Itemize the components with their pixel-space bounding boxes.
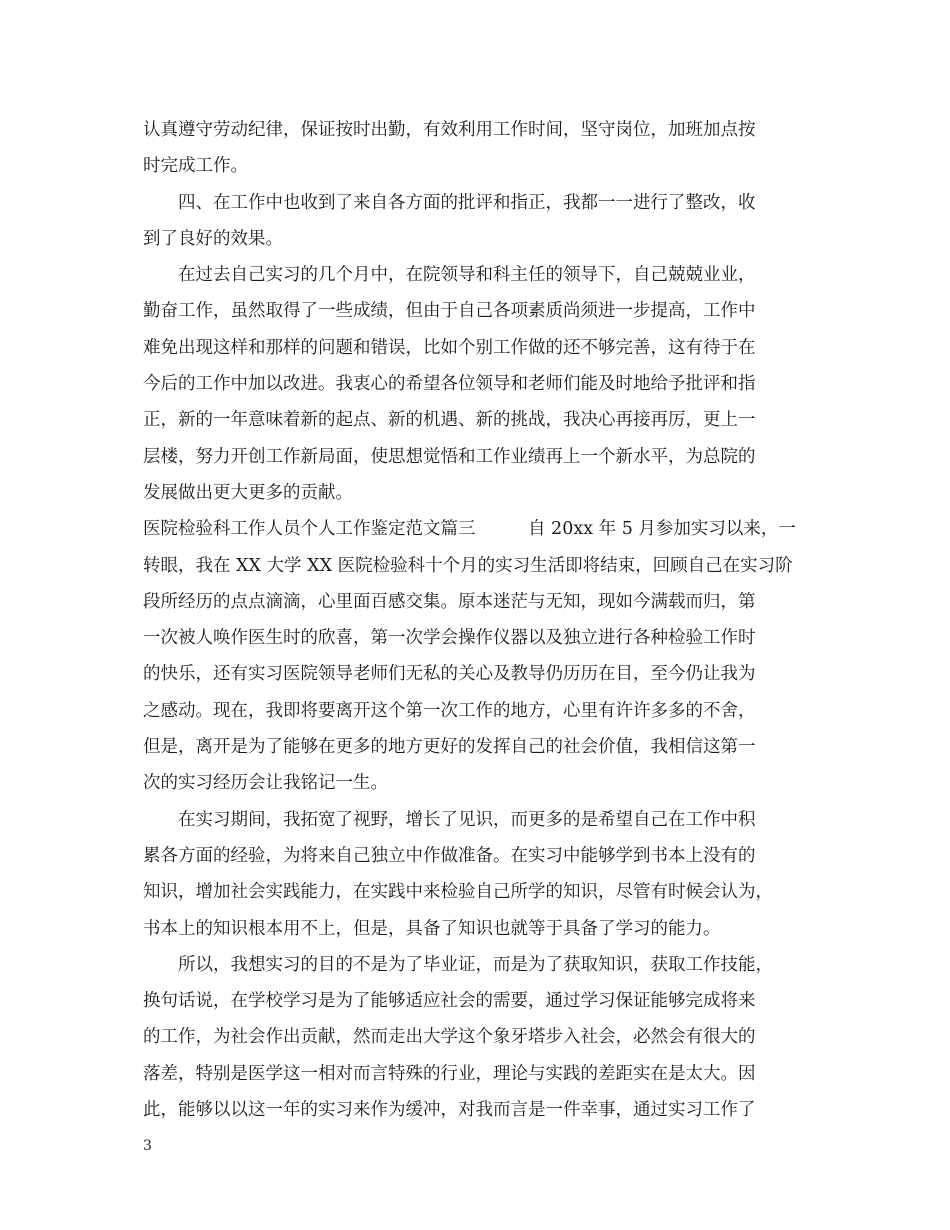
text-line: 在过去自己实习的几个月中，在院领导和科主任的领导下，自己兢兢业业，: [143, 265, 756, 286]
text-line: 层楼，努力开创工作新局面，使思想觉悟和工作业绩再上一个新水平，为总院的: [143, 446, 756, 467]
text-line: 在实习期间，我拓宽了视野，增长了见识，而更多的是希望自己在工作中积: [143, 809, 756, 830]
text-line: 发展做出更大更多的贡献。: [143, 482, 353, 503]
text-line: 四、在工作中也收到了来自各方面的批评和指正，我都一一进行了整改，收: [143, 192, 756, 213]
text-line: 但是，离开是为了能够在更多的地方更好的发挥自己的社会价值，我相信这第一: [143, 737, 756, 758]
text-line: 难免出现这样和那样的问题和错误，比如个别工作做的还不够完善，这有待于在: [143, 337, 756, 358]
text-line: 勤奋工作，虽然取得了一些成绩，但由于自己各项素质尚须进一步提高，工作中: [143, 301, 756, 322]
text-line: 的工作，为社会作出贡献，然而走出大学这个象牙塔步入社会，必然会有很大的: [143, 1027, 756, 1048]
text-line: 认真遵守劳动纪律，保证按时出勤，有效利用工作时间，坚守岗位，加班加点按: [143, 120, 756, 140]
text-line: 知识，增加社会实践能力，在实践中来检验自己所学的知识，尽管有时候会认为，: [143, 882, 773, 903]
text-line: 一次被人唤作医生时的欣喜，第一次学会操作仪器以及独立进行各种检验工作时: [143, 628, 756, 649]
text-line: 时完成工作。: [143, 156, 248, 177]
text-line: 所以，我想实习的目的不是为了毕业证，而是为了获取知识，获取工作技能，: [143, 954, 773, 975]
text-line: 换句话说，在学校学习是为了能够适应社会的需要，通过学习保证能够完成将来: [143, 991, 756, 1012]
text-line: 转眼，我在 XX 大学 XX 医院检验科十个月的实习生活即将结束，回顾自己在实习阶: [143, 555, 793, 576]
text-line: 次的实习经历会让我铭记一生。: [143, 773, 388, 794]
text-line: 段所经历的点点滴滴，心里面百感交集。原本迷茫与无知，现如今满载而归，第: [143, 591, 756, 612]
text-line: 累各方面的经验，为将来自己独立中作做准备。在实习中能够学到书本上没有的: [143, 845, 756, 866]
page-number: 3: [143, 1138, 152, 1154]
text-line: 今后的工作中加以改进。我衷心的希望各位领导和老师们能及时地给予批评和指: [143, 374, 756, 395]
body-text: [143, 112, 813, 1128]
text-line: 之感动。现在，我即将要离开这个第一次工作的地方，心里有许许多多的不舍，: [143, 700, 756, 721]
text-line: 此，能够以以这一年的实习来作为缓冲，对我而言是一件幸事，通过实习工作了: [143, 1100, 756, 1121]
text-line: 到了良好的效果。: [143, 228, 283, 249]
text-line: 书本上的知识根本用不上，但是，具备了知识也就等于具备了学习的能力。: [143, 918, 721, 939]
text-line: 正，新的一年意味着新的起点、新的机遇、新的挑战，我决心再接再厉，更上一: [143, 410, 756, 431]
text-line: 的快乐，还有实习医院领导老师们无私的关心及教导仍历历在目，至今仍让我为: [143, 664, 756, 685]
section-heading-line: 医院检验科工作人员个人工作鉴定范文篇三 自 20xx 年 5 月参加实习以来，一: [143, 519, 796, 540]
text-line: 落差，特别是医学这一相对而言特殊的行业，理论与实践的差距实在是太大。因: [143, 1063, 756, 1084]
